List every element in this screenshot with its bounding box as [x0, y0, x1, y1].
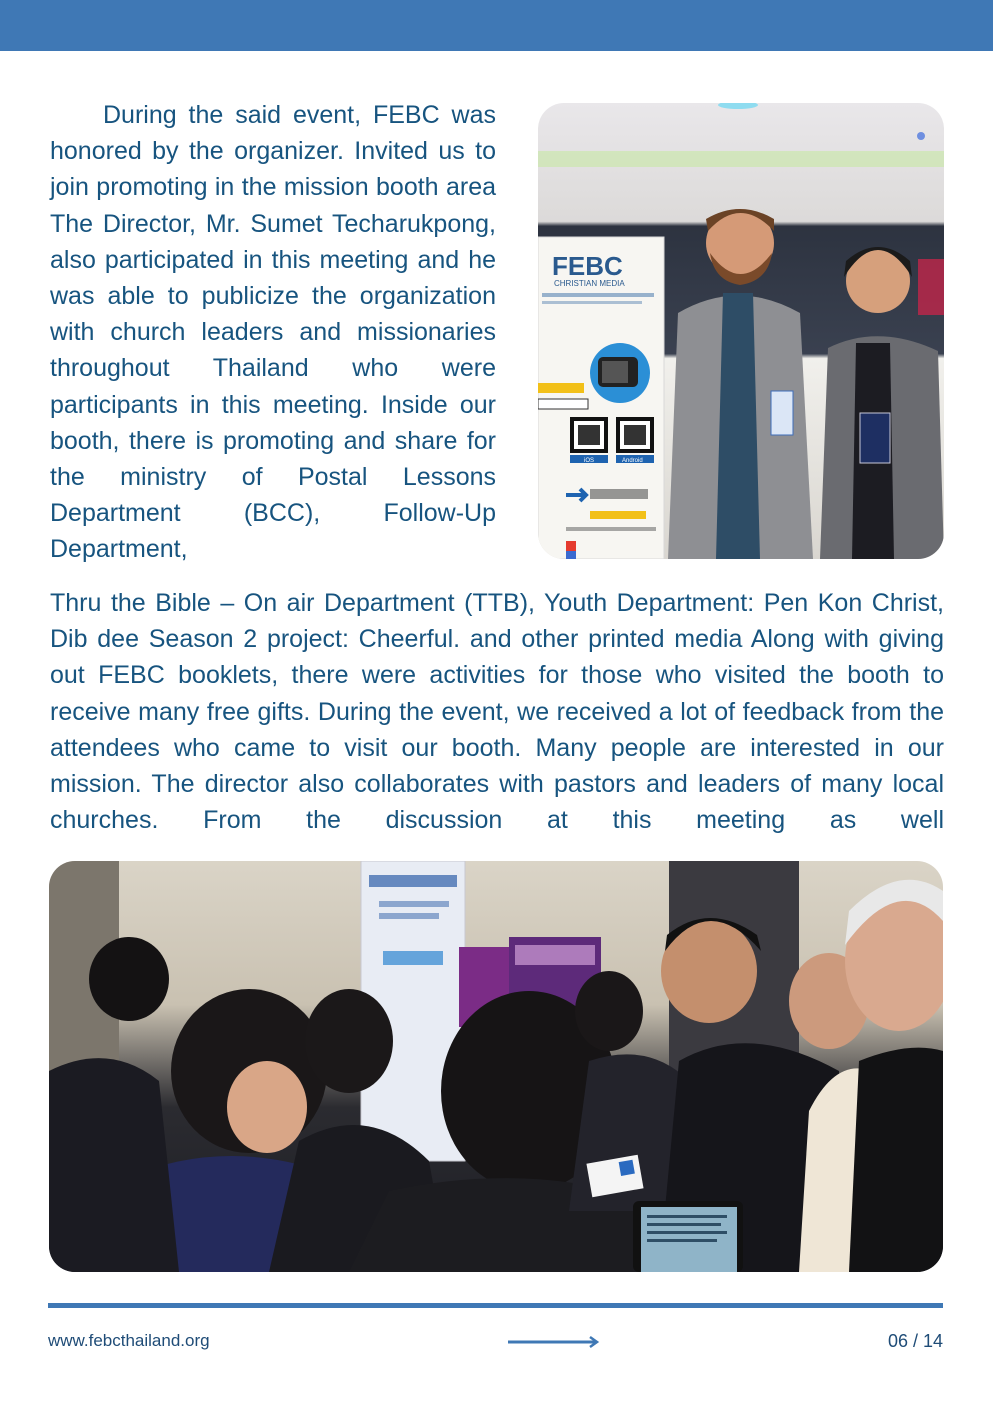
- footer-url[interactable]: www.febcthailand.org: [48, 1331, 210, 1350]
- header-bar: [0, 0, 993, 51]
- banner-ios-label: iOS: [584, 458, 595, 464]
- footer-divider: [48, 1303, 943, 1308]
- paragraph-1: During the said event, FEBC was honored by the organizer. Invited us to join promoting in the mission booth area The Director, Mr. Sumet Techarukpong, also participated in this meeting and he was able to publicize the organization with church leaders and missionaries throughout Thailand who were participants in this meeting. Inside our booth, there is promoting and share for the ministry of Postal Lessons Department (BCC), Follow-Up Department,: [50, 101, 496, 564]
- banner-android-label: Android: [622, 458, 643, 464]
- photo-booth-directors: [538, 103, 944, 559]
- page-number: 06 / 14: [887, 1331, 943, 1351]
- banner-brand: FEBC: [552, 251, 623, 281]
- paragraph-2: Thru the Bible – On air Department (TTB), Youth Department: Pen Kon Christ, Dib dee Season 2 project: Cheerful. and other printed media Along with giving out FEBC booklets, there were activities for those who visited the booth to receive many free gifts. During the event, we received a lot of feedback from the attendees who came to visit our booth. Many people are interested in our mission. The director also collaborates with pastors and leaders of many local churches. From the discussion at this meeting as well: [50, 589, 944, 835]
- arrow-right-icon: [508, 1335, 600, 1354]
- photo-1-illustration: [538, 103, 944, 559]
- photo-2-illustration: [49, 861, 943, 1272]
- photo-booth-visitors: [49, 861, 943, 1272]
- banner-subtitle: CHRISTIAN MEDIA: [554, 279, 625, 288]
